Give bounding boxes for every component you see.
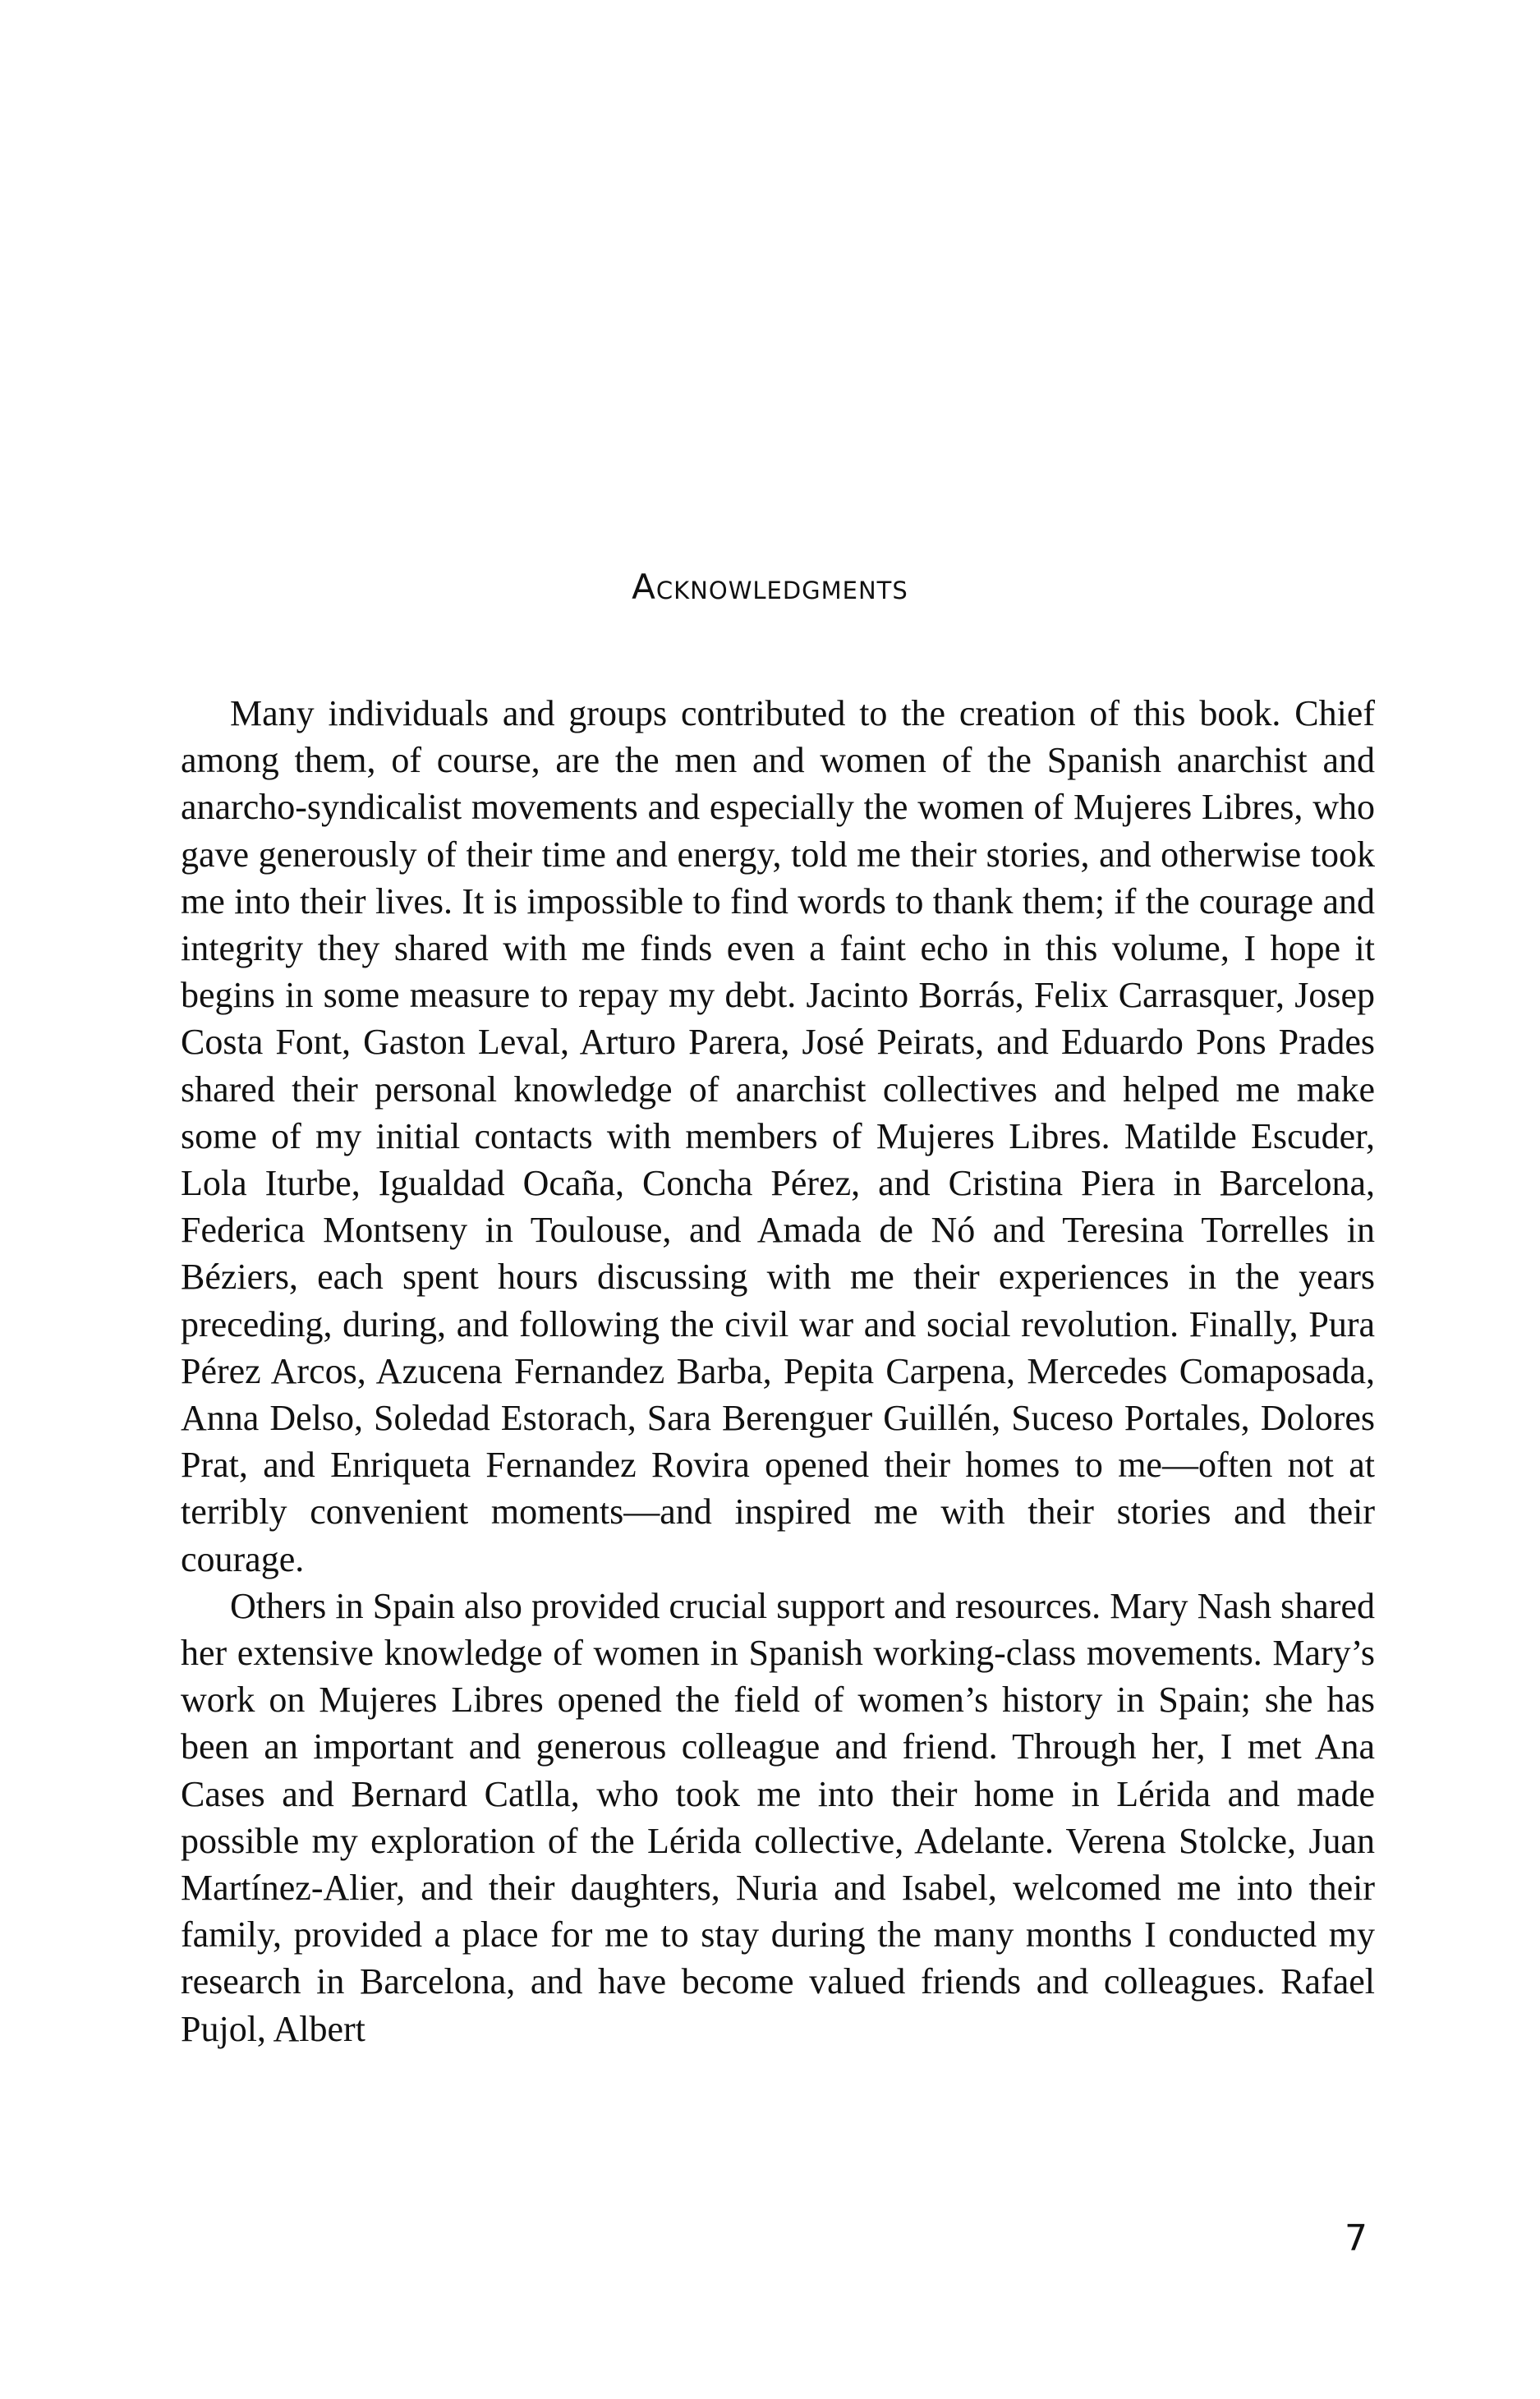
chapter-heading: Acknowledgments bbox=[632, 567, 908, 607]
paragraph-1: Many individuals and groups contributed to the creation of this book. Chief among them, of course, are the men and women of the Spanish anarchist and anarcho-syndicalist movements and especially the women of Mujeres Libres, who gave generously of their time and energy, told me their stories, and otherwise took me into their lives. It is impossible to find words to thank them; if the courage and integrity they shared with me finds even a faint echo in this volume, I hope it begins in some measure to repay my debt. Jacinto Borrás, Felix Carrasquer, Josep Costa Font, Gaston Leval, Arturo Parera, José Peirats, and Eduardo Pons Prades shared their personal knowledge of anarchist collectives and helped me make some of my initial contacts with members of Mujeres Libres. Matilde Escuder, Lola Iturbe, Igualdad Ocaña, Concha Pérez, and Cristina Piera in Barcelona, Federica Montseny in Toulouse, and Amada de Nó and Teresina Torrelles in Béziers, each spent hours discussing with me their experiences in the years preceding, during, and following the civil war and social revolution. Finally, Pura Pérez Arcos, Azucena Fernandez Barba, Pepita Carpena, Mercedes Comaposada, Anna Delso, Soledad Estorach, Sara Berenguer Guillén, Suceso Portales, Dolores Prat, and Enriqueta Fernandez Rovira opened their homes to me—often not at terribly convenient moments—and inspired me with their stories and their courage. bbox=[181, 693, 1375, 1579]
page-number: 7 bbox=[1345, 2217, 1368, 2259]
body-text bbox=[181, 690, 1375, 2052]
paragraph-2: Others in Spain also provided crucial support and resources. Mary Nash shared her extensive knowledge of women in Spanish working-class movements. Mary’s work on Mujeres Libres opened the field of women’s history in Spain; she has been an important and generous colleague and friend. Through her, I met Ana Cases and Bernard Catlla, who took me into their home in Lérida and made possible my exploration of the Lérida collective, Adelante. Verena Stolcke, Juan Martínez-Alier, and their daughters, Nuria and Isabel, welcomed me into their family, provided a place for me to stay during the many months I conducted my research in Barcelona, and have become valued friends and colleagues. Rafael Pujol, Albert bbox=[181, 1585, 1375, 2049]
